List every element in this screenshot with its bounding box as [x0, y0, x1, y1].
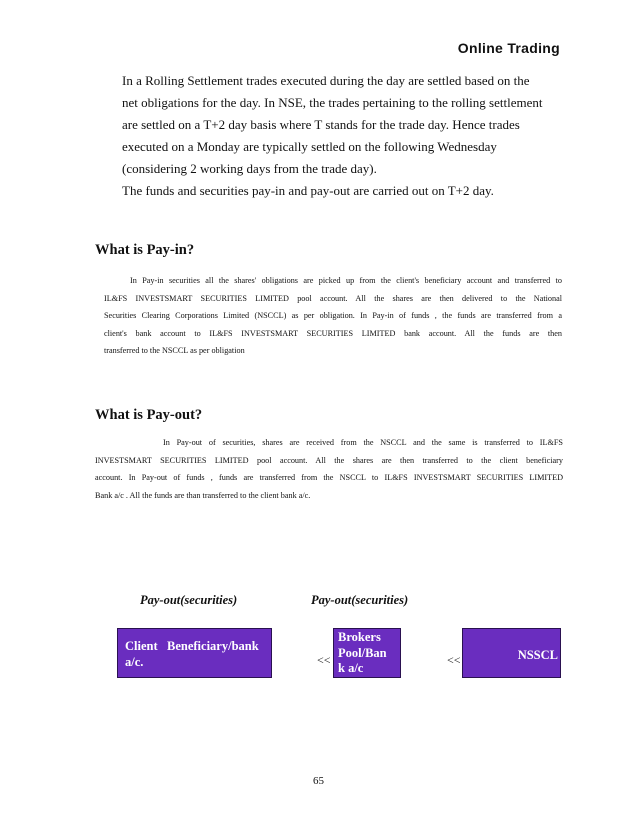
payin-line: In Pay-in securities all the shares' obligations are picked up from the client's beneficiary account and transferred to	[130, 276, 562, 285]
intro-line: The funds and securities pay-in and pay-out are carried out on T+2 day.	[122, 183, 494, 198]
intro-line: are settled on a T+2 day basis where T stands for the trade day. Hence trades	[122, 117, 520, 132]
payout-paragraph	[95, 434, 563, 504]
payout-heading: What is Pay-out?	[95, 407, 203, 423]
brokers-pool-box	[333, 628, 401, 678]
payin-line: Securities Clearing Corporations Limited (NSCCL) as per obligation. In Pay-in of funds , the funds are transferred from a	[104, 311, 562, 320]
payin-heading: What is Pay-in?	[95, 242, 195, 258]
intro-line: In a Rolling Settlement trades executed during the day are settled based on the	[122, 73, 530, 88]
payin-line: client's bank account to IL&FS INVESTSMART SECURITIES LIMITED bank account. All the funds are then	[104, 328, 562, 338]
brokers-box-line: k a/c	[338, 661, 364, 675]
intro-line: (considering 2 working days from the trade day).	[122, 161, 377, 176]
payout-line: In Pay-out of securities, shares are received from the NSCCL and the same is transferred to IL&FS	[163, 438, 563, 447]
intro-line: net obligations for the day. In NSE, the trades pertaining to the rolling settlement	[122, 95, 543, 110]
nsscl-box	[462, 628, 561, 678]
client-beneficiary-box	[117, 628, 272, 678]
flow-arrow-left: <<	[317, 653, 331, 667]
brokers-box-line: Brokers	[338, 630, 381, 644]
intro-paragraph	[122, 70, 572, 202]
flow-arrow-right: <<	[447, 653, 461, 667]
payout-line: INVESTSMART SECURITIES LIMITED pool account. All the shares are then transferred to the client beneficiary	[95, 455, 563, 465]
payout-line: Bank a/c . All the funds are than transferred to the client bank a/c.	[95, 490, 311, 500]
payin-line: transferred to the NSCCL as per obligation	[104, 346, 245, 355]
payin-line: IL&FS INVESTSMART SECURITIES LIMITED pool account. All the shares are then delivered to the National	[104, 293, 562, 303]
client-box-line: a/c.	[125, 655, 144, 669]
payin-paragraph	[104, 272, 562, 360]
flow-label-right: Pay-out(securities)	[311, 593, 409, 607]
brokers-box-line: Pool/Ban	[338, 645, 387, 660]
page-number: 65	[313, 775, 324, 787]
payout-line: account. In Pay-out of funds , funds are transferred from the NSCCL to IL&FS INVESTSMART SECURITIES LIMITED	[95, 473, 563, 482]
intro-line: executed on a Monday are typically settled on the following Wednesday	[122, 139, 497, 154]
page-header-title: Online Trading	[457, 40, 560, 56]
flow-label-left: Pay-out(securities)	[140, 593, 238, 607]
nsscl-box-label: NSSCL	[517, 648, 558, 662]
client-box-line: Client Beneficiary/bank	[125, 639, 259, 653]
